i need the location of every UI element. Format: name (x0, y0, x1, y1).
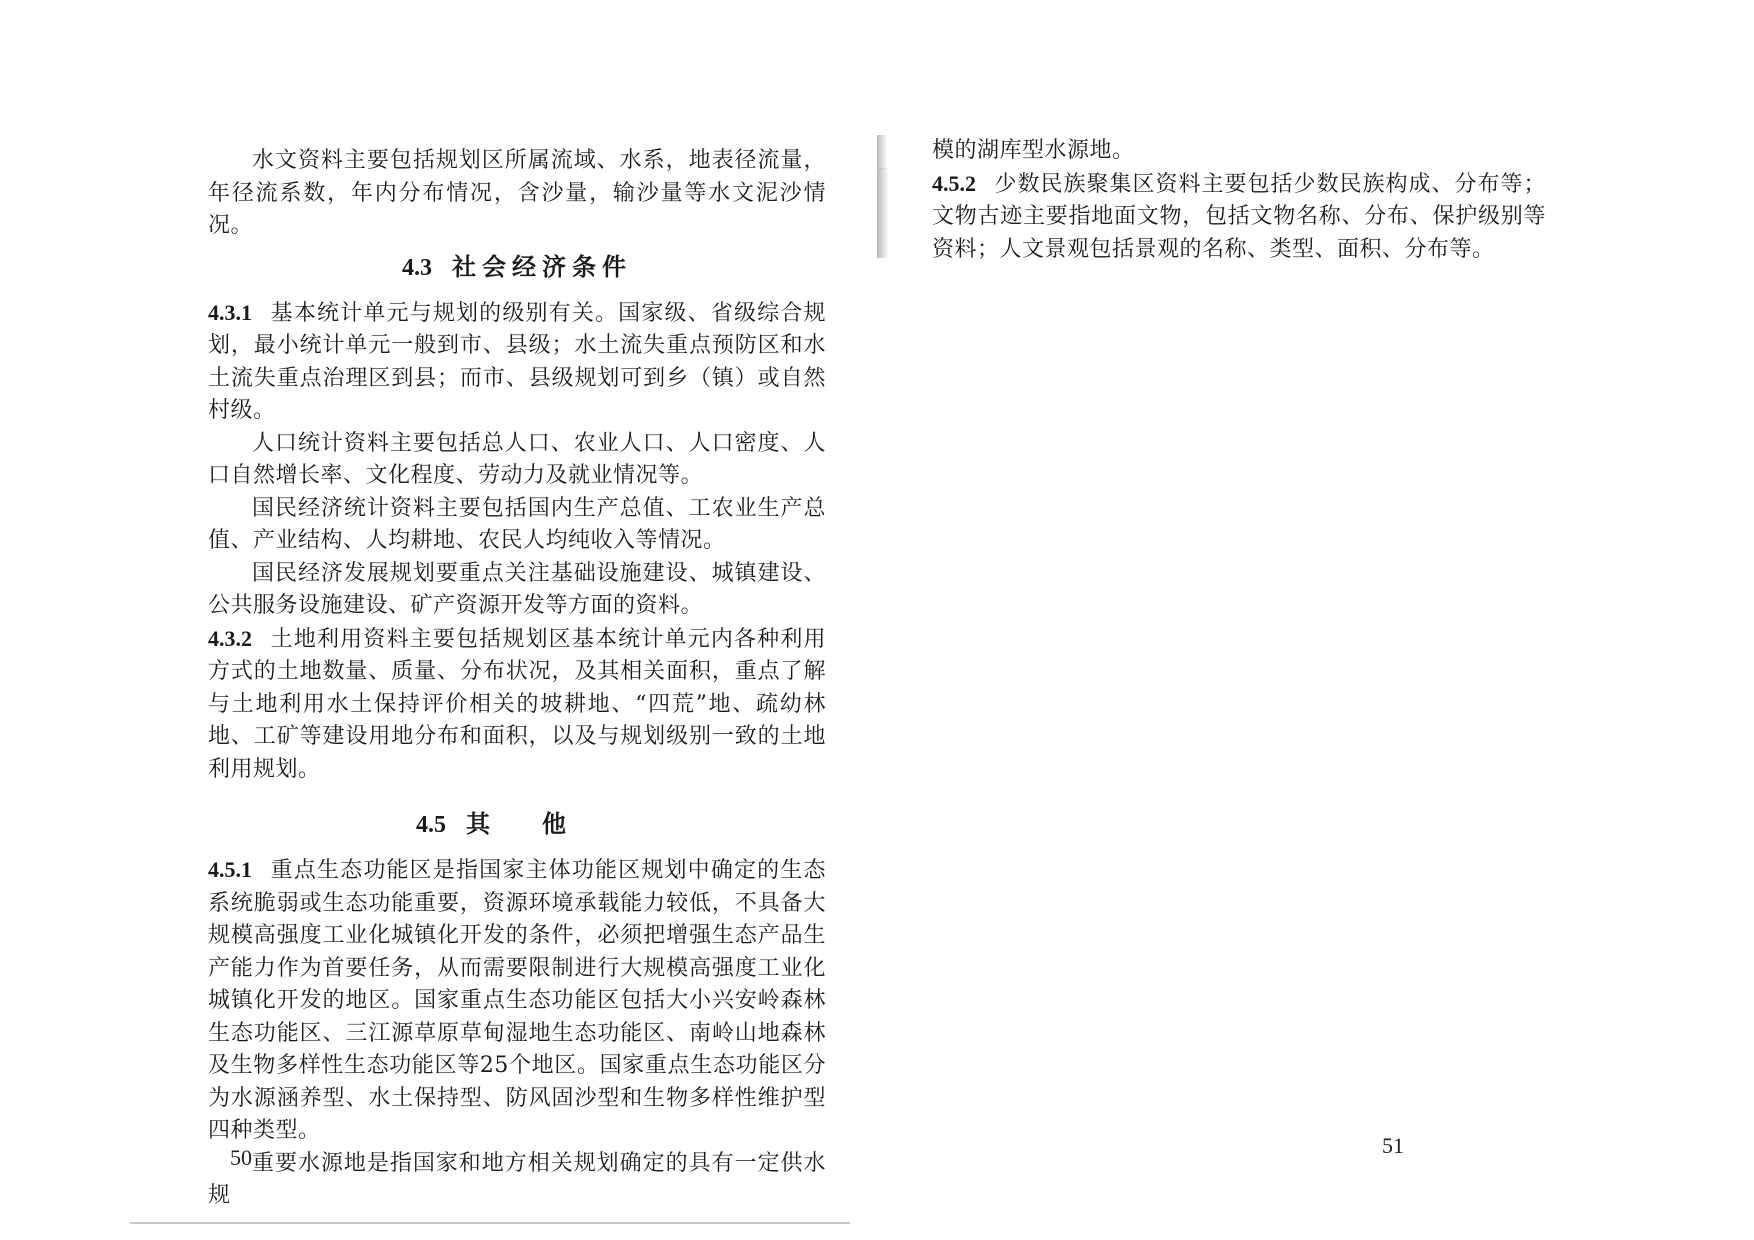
section-heading-4-5 (208, 804, 826, 844)
gutter-shadow (877, 168, 889, 258)
clause-4-3-2 (208, 623, 826, 787)
paragraph-water-source-cont: 模的湖库型水源地。 (932, 138, 1135, 163)
clause-number: 4.3.2 (208, 625, 252, 651)
gutter-shadow (877, 135, 887, 169)
paragraph-economy-stats: 国民经济统计资料主要包括国内生产总值、工农业生产总值、产业结构、人均耕地、农民人均纯收入等情况。 (208, 495, 826, 553)
paragraph-economy-plan: 国民经济发展规划要重点关注基础设施建设、城镇建设、公共服务设施建设、矿产资源开发等方面的资料。 (208, 560, 826, 618)
clause-4-5-2 (932, 168, 1546, 267)
clause-4-5-1 (208, 854, 826, 1148)
paragraph-water-source: 重要水源地是指国家和地方相关规划确定的具有一定供水规 (208, 1150, 826, 1208)
scan-edge-line (130, 1222, 850, 1224)
clause-number: 4.5.1 (208, 857, 252, 882)
clause-number: 4.3.1 (208, 299, 252, 325)
section-number: 4.3 (402, 254, 432, 281)
clause-4-3-1 (208, 297, 826, 428)
page-number-right: 51 (1382, 1133, 1404, 1158)
clause-text: 重点生态功能区是指国家主体功能区规划中确定的生态系统脆弱或生态功能重要，资源环境承载能力较低，不具备大规模高强度工业化城镇化开发的条件，必须把增强生态产品生产能力作为首要任务，从而需要限制进行大规模高强度工业化城镇化开发的地区。国家重点生态功能区包括大小兴安岭森林生态功能区、三江源草原草甸湿地生态功能区、南岭山地森林及生物多样性生态功能区等25个地区。国家重点生态功能区分为水源涵养型、水土保持型、防风固沙型和生物多样性维护型四种类型。 (208, 858, 826, 1143)
right-page (877, 0, 1754, 1240)
page-number-left: 50 (230, 1145, 252, 1170)
section-heading-4-3 (208, 247, 826, 287)
paragraph-hydrology: 水文资料主要包括规划区所属流域、水系，地表径流量，年径流系数，年内分布情况，含沙量，输沙量等水文泥沙情况。 (208, 148, 826, 238)
clause-text: 土地利用资料主要包括规划区基本统计单元内各种利用方式的土地数量、质量、分布状况，及其相关面积，重点了解与土地利用水土保持评价相关的坡耕地、“四荒”地、疏幼林地、工矿等建设用地分布和面积，以及与规划级别一致的土地利用规划。 (208, 626, 826, 782)
clause-text: 少数民族聚集区资料主要包括少数民族构成、分布等；文物古迹主要指地面文物，包括文物名称、分布、保护级别等资料；人文景观包括景观的名称、类型、面积、分布等。 (932, 171, 1546, 262)
paragraph-population: 人口统计资料主要包括总人口、农业人口、人口密度、人口自然增长率、文化程度、劳动力及就业情况等。 (208, 430, 826, 488)
section-title: 其他 (466, 810, 618, 838)
clause-number: 4.5.2 (932, 170, 976, 196)
section-title: 社会经济条件 (452, 252, 632, 281)
left-page-body (208, 145, 826, 1213)
clause-text: 基本统计单元与规划的级别有关。国家级、省级综合规划，最小统计单元一般到市、县级；水土流失重点预防区和水土流失重点治理区到县；而市、县级规划可到乡（镇）或自然村级。 (208, 300, 826, 423)
section-number: 4.5 (416, 812, 446, 838)
right-page-body (932, 135, 1546, 266)
